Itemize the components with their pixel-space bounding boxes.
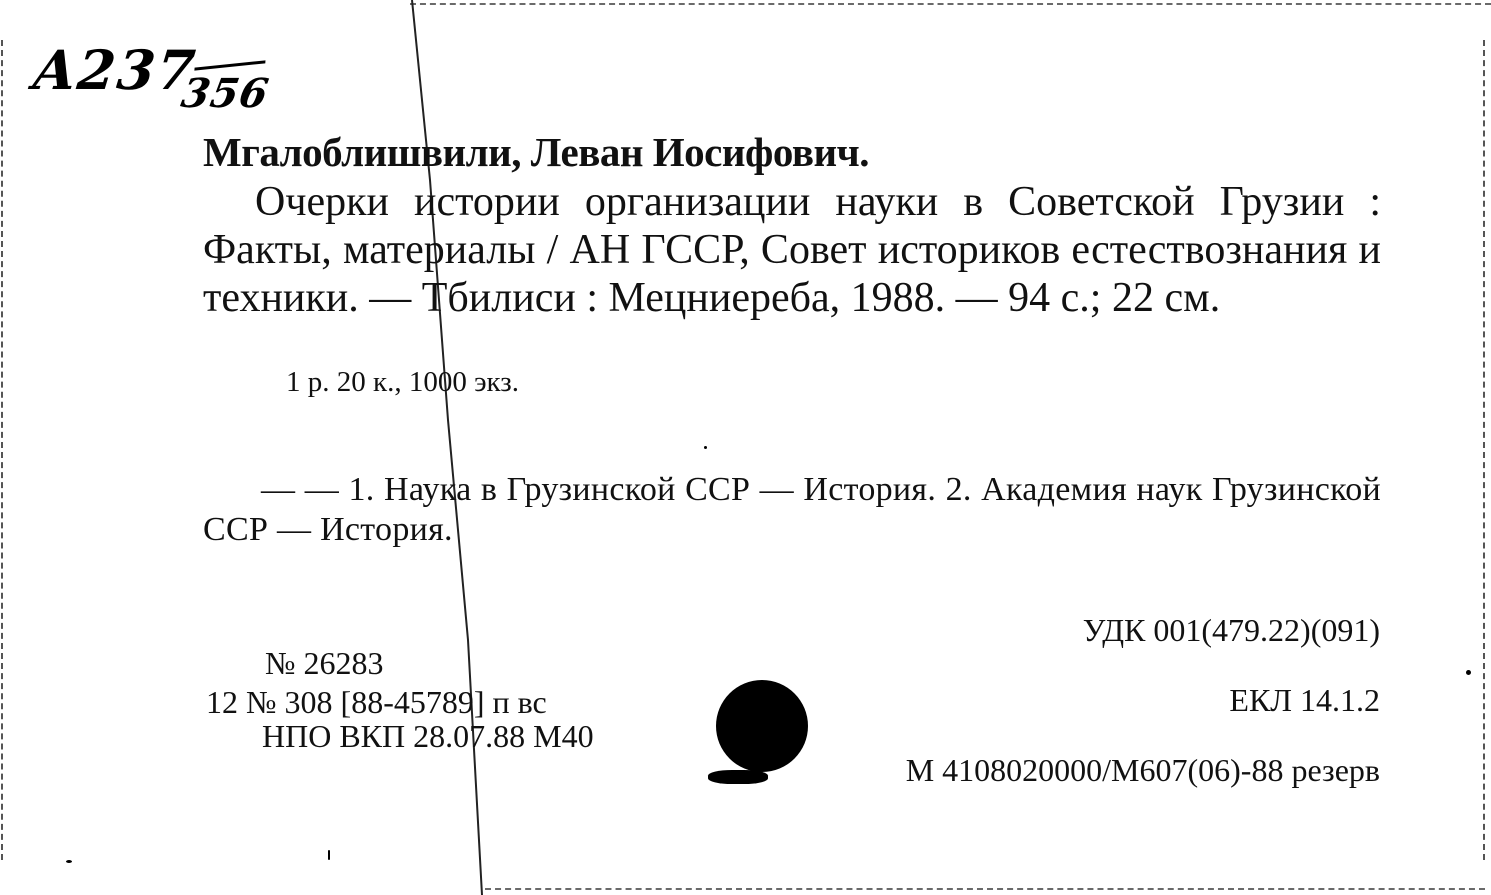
bibliographic-description <box>203 178 1381 322</box>
price-and-print-run: 1 р. 20 к., 1000 экз. <box>286 366 519 398</box>
publication-code: М 4108020000/М607(06)-88 резерв <box>905 752 1380 788</box>
ekl-code: ЕКЛ 14.1.2 <box>1229 682 1380 718</box>
ink-speck <box>704 446 707 449</box>
ink-speck <box>66 860 72 863</box>
author-heading: Мгалоблишвили, Леван Иосифович. <box>203 129 869 175</box>
series-line: 12 № 308 [88-45789] п вс <box>206 684 547 720</box>
handwritten-code-2: 356 <box>177 70 273 117</box>
subject-headings <box>203 470 1381 550</box>
card-number: № 26283 <box>265 645 384 681</box>
ink-speck <box>328 850 330 860</box>
press-line: НПО ВКП 28.07.88 М40 <box>262 718 594 754</box>
ink-blot <box>716 680 808 772</box>
ink-speck <box>1466 670 1471 675</box>
udc-code: УДК 001(479.22)(091) <box>1082 612 1380 648</box>
subjects-text: — — 1. Наука в Грузинской ССР — История. 2. Академия наук Грузинской ССР — История. <box>203 471 1381 548</box>
description-text: Очерки истории организации науки в Советской Грузии : Факты, материалы / АН ГССР, Совет историков естествознания и техники. — Тбилиси : Мецниереба, 1988. — 94 с.; 22 см. <box>203 179 1381 321</box>
handwritten-code-1: A237 <box>30 38 200 102</box>
ink-smudge <box>708 770 768 784</box>
